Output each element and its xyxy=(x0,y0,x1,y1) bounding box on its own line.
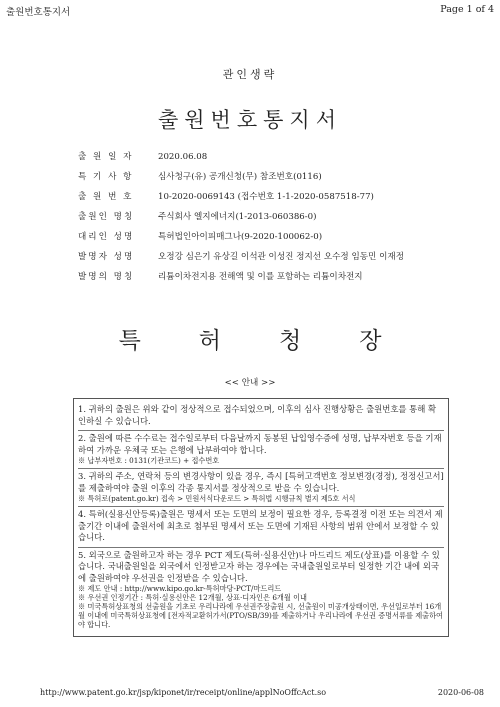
footer-url: http://www.patent.go.kr/jsp/kiponet/ir/receipt/online/applNoOffcAct.so xyxy=(40,688,327,697)
field-row xyxy=(78,192,473,203)
issuer-char: 허 xyxy=(198,328,221,354)
guide-note: ※ 납부자번호 : 0131(기관코드) + 접수번호 xyxy=(78,456,220,465)
stamp-omitted: 관인생략 xyxy=(222,68,278,81)
field-value: 주식회사 엘지에너지(1-2013-060386-0) xyxy=(158,212,317,222)
field-value: 심사청구(유) 공개신청(무) 참조번호(0116) xyxy=(158,172,322,182)
guide-item xyxy=(78,469,444,507)
issuer-char: 청 xyxy=(279,328,302,354)
field-row xyxy=(78,212,473,223)
field-value: 특허법인아이피매그나(9-2020-100062-0) xyxy=(158,232,323,242)
field-label: 발명의 명칭 xyxy=(78,272,135,282)
application-info xyxy=(78,152,473,292)
guide-text: 1. 귀하의 출원은 위와 같이 정상적으로 접수되었으며, 이후의 심사 진행상황은 출원번호를 통해 확인하실 수 있습니다. xyxy=(78,404,437,426)
guide-note: ※ 미국특허상표청의 선출원을 기초로 우리나라에 우선권주장출원 시, 선출원이 미공개상태이면, 우선일로부터 16개월 이내에 미국특허상표청에 [전자적교환허가서(PTO/SB/39)를 제출하거나 우리나라에 우선권 증명서류를 제출하여야 합니다. xyxy=(78,602,443,629)
guide-text: 2. 출원에 따른 수수료는 접수일로부터 다음날까지 동봉된 납입영수증에 성명, 납부자번호 등을 기재하여 가까운 우체국 또는 은행에 납부하여야 합니다. xyxy=(78,433,442,455)
header-title: 출원번호통지서 xyxy=(6,7,71,18)
footer-date: 2020-06-08 xyxy=(437,688,484,697)
issuer-title xyxy=(0,322,500,355)
field-row xyxy=(78,252,473,263)
guide-text: 3. 귀하의 주소, 연락처 등의 변경사항이 있을 경우, 즉시 [특허고객번호 정보변경(경정), 정정신고서]를 제출하여야 출원 이후의 각종 통지서를 정상적으로 받을 수 있습니다. xyxy=(78,471,444,493)
guide-text: 4. 특허(실용신안등록)출원은 명세서 또는 도면의 보정이 필요한 경우, 등록결정 이전 또는 의견서 제출기간 이내에 출원서에 최초로 첨부된 명세서 또는 도면에 기재된 사항의 범위 안에서 보정할 수 있습니다. xyxy=(78,509,443,542)
guide-item xyxy=(78,402,444,431)
guide-item xyxy=(78,431,444,469)
guide-note: ※ 우선권 인정기간 : 특허·실용신안은 12개월, 상표·디자인은 6개월 이내 xyxy=(78,593,307,602)
guide-text: 5. 외국으로 출원하고자 하는 경우 PCT 제도(특허·실용신안)나 마드리드 제도(상표)를 이용할 수 있습니다. 국내출원일을 외국에서 인정받고자 하는 경우에는 국내출원일로부터 일정한 기간 내에 외국에 출원하여야 우선권을 인정받을 수 있습니다. xyxy=(78,549,440,583)
field-label: 출 원 번 호 xyxy=(78,192,134,202)
guide-item xyxy=(78,548,444,633)
guide-box xyxy=(73,398,449,637)
document-title: 출원번호통지서 xyxy=(157,108,342,132)
field-row xyxy=(78,272,473,283)
field-value: 오정강 심은기 유상길 이석관 이성진 정지선 오수정 임동민 이재정 xyxy=(158,252,404,262)
issuer-char: 특 xyxy=(118,328,141,354)
field-value: 2020.06.08 xyxy=(158,152,208,162)
field-label: 대리인 성명 xyxy=(78,232,135,242)
guide-heading: << 안내 >> xyxy=(224,378,276,388)
field-row xyxy=(78,172,473,183)
field-value: 10-2020-0069143 (접수번호 1-1-2020-0587518-77) xyxy=(158,192,374,202)
guide-note: ※ 제도 안내 : http://www.kipo.go.kr-특허마당-PCT/마드리드 xyxy=(78,584,282,593)
field-label: 출 원 일 자 xyxy=(78,152,134,162)
field-value: 리튬이차전지용 전해액 및 이를 포함하는 리튬이차전지 xyxy=(158,272,363,282)
page-indicator: Page 1 of 4 xyxy=(440,4,494,15)
field-label: 발명자 성명 xyxy=(78,252,135,262)
field-row xyxy=(78,232,473,243)
field-label: 특 기 사 항 xyxy=(78,172,134,182)
field-row xyxy=(78,152,473,163)
guide-item xyxy=(78,507,444,548)
guide-note: ※ 특허로(patent.go.kr) 접속 > 민원서식다운로드 > 특허법 시행규칙 별지 제5호 서식 xyxy=(78,494,356,503)
field-label: 출원인 명칭 xyxy=(78,212,135,222)
issuer-char: 장 xyxy=(359,328,382,354)
